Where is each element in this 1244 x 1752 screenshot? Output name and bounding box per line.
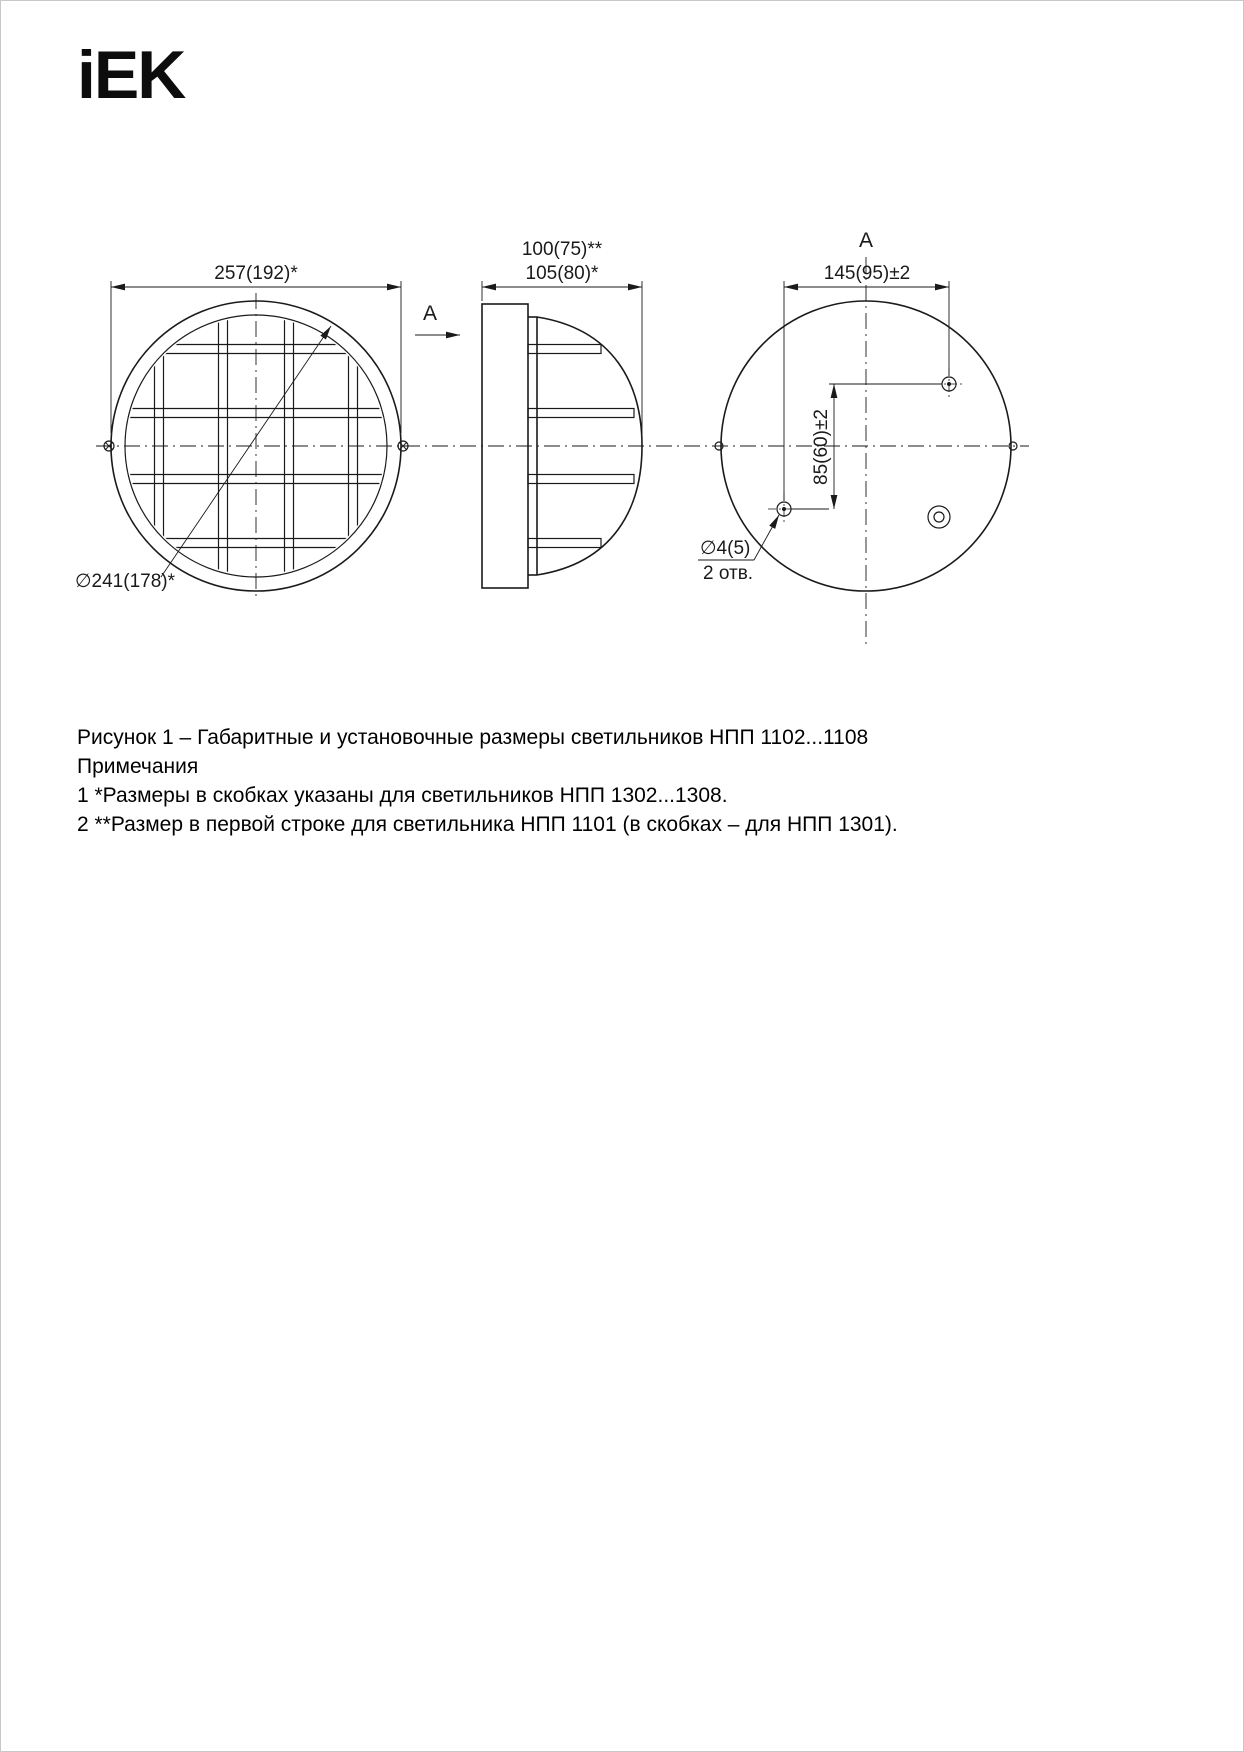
front-inner-diameter-leader bbox=[75, 326, 331, 592]
side-view bbox=[482, 239, 642, 588]
front-inner-diameter-label: ∅241(178)* bbox=[75, 571, 176, 592]
figure-title: Рисунок 1 – Габаритные и установочные размеры светильников НПП 1102...1108 bbox=[77, 726, 869, 749]
side-depth-dimension bbox=[482, 239, 642, 441]
section-arrow bbox=[415, 302, 460, 335]
section-arrow-letter: A bbox=[422, 302, 438, 325]
side-depth-label-row2: 105(80)* bbox=[525, 263, 599, 284]
cable-entry bbox=[928, 506, 950, 528]
back-vertical-dimension bbox=[791, 384, 942, 509]
note-2: 2 **Размер в первой строке для светильника НПП 1101 (в скобках – для НПП 1301). bbox=[77, 813, 898, 836]
figure-caption bbox=[77, 723, 1127, 839]
front-view bbox=[75, 263, 460, 601]
side-depth-label-row1: 100(75)** bbox=[521, 239, 603, 260]
back-view-letter: A bbox=[858, 229, 874, 252]
back-vertical-dimension-label: 85(60)±2 bbox=[811, 409, 832, 485]
hole-count-label: 2 отв. bbox=[703, 563, 754, 584]
notes-title: Примечания bbox=[77, 755, 199, 778]
front-width-label: 257(192)* bbox=[214, 263, 298, 284]
hole-diameter-leader bbox=[698, 515, 779, 584]
iek-logo: iEK bbox=[77, 37, 185, 113]
note-1: 1 *Размеры в скобках указаны для светильников НПП 1302...1308. bbox=[77, 784, 728, 807]
back-view bbox=[698, 229, 1017, 646]
back-horizontal-dimension-label: 145(95)±2 bbox=[823, 263, 911, 284]
technical-drawing bbox=[1, 1, 1244, 701]
hole-diameter-label: ∅4(5) bbox=[700, 538, 751, 559]
back-horizontal-dimension bbox=[784, 263, 949, 501]
